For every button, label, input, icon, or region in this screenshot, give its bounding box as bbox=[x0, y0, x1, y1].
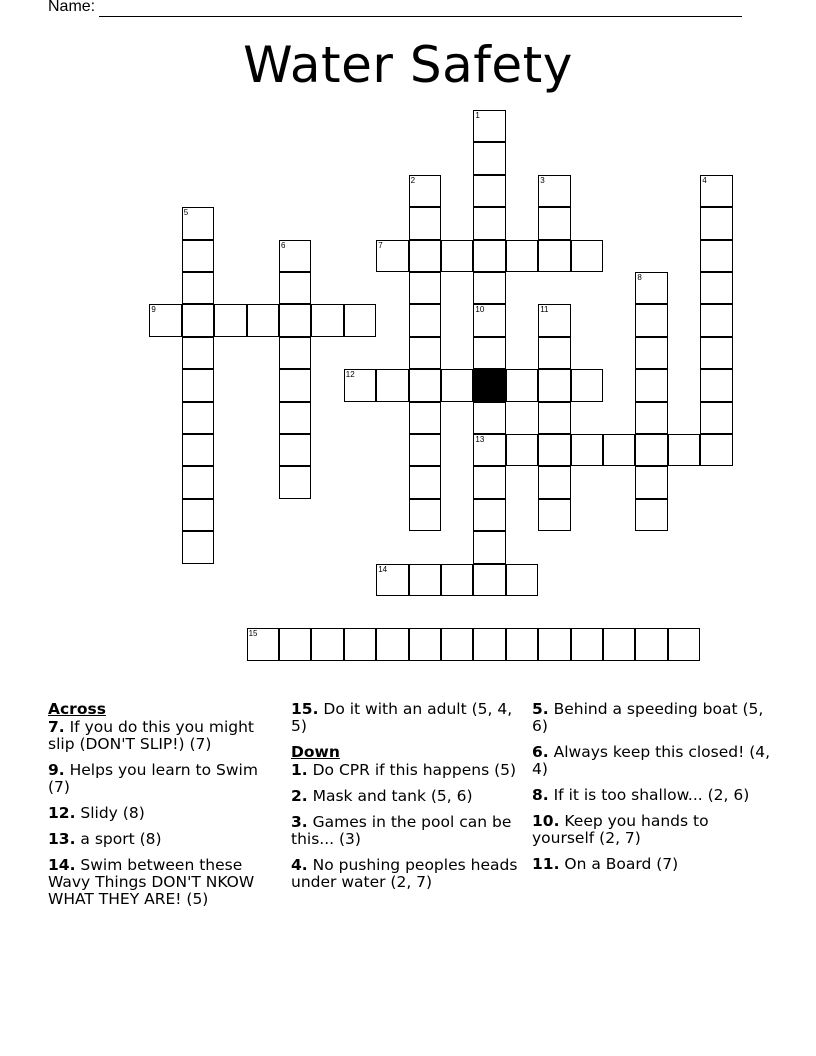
grid-cell[interactable] bbox=[279, 434, 311, 466]
grid-cell[interactable] bbox=[441, 564, 473, 596]
grid-cell[interactable] bbox=[538, 337, 570, 369]
grid-cell[interactable] bbox=[214, 304, 246, 336]
clue-number: 15 bbox=[248, 629, 258, 639]
grid-cell[interactable] bbox=[473, 531, 505, 563]
grid-cell[interactable] bbox=[603, 434, 635, 466]
clue-item-number: 13. bbox=[48, 830, 76, 848]
clue-item: 5. Behind a speeding boat (5, 6) bbox=[532, 700, 764, 735]
black-cell bbox=[473, 369, 505, 401]
grid-cell[interactable] bbox=[247, 304, 279, 336]
grid-cell[interactable] bbox=[635, 434, 667, 466]
grid-cell[interactable] bbox=[409, 240, 441, 272]
clue-item: 14. Swim between these Wavy Things DON'T NKOW WHAT THEY ARE! (5) bbox=[48, 856, 255, 908]
clue-number: 4 bbox=[702, 175, 707, 185]
clue-item-number: 10. bbox=[532, 812, 560, 830]
grid-cell[interactable] bbox=[473, 434, 505, 466]
clue-item-number: 3. bbox=[291, 813, 308, 831]
clue-number: 7 bbox=[378, 240, 383, 250]
clue-item: 8. If it is too shallow... (2, 6) bbox=[532, 786, 750, 804]
grid-cell[interactable] bbox=[538, 304, 570, 336]
clue-item-number: 8. bbox=[532, 786, 549, 804]
grid-cell[interactable] bbox=[538, 175, 570, 207]
grid-cell[interactable] bbox=[700, 434, 732, 466]
grid-cell[interactable] bbox=[571, 628, 603, 660]
grid-cell[interactable] bbox=[247, 628, 279, 660]
grid-cell[interactable] bbox=[700, 402, 732, 434]
grid-cell[interactable] bbox=[279, 304, 311, 336]
grid-cell[interactable] bbox=[473, 337, 505, 369]
clue-section-header: Down bbox=[291, 743, 340, 761]
grid-cell[interactable] bbox=[700, 240, 732, 272]
grid-cell[interactable] bbox=[473, 175, 505, 207]
grid-cell[interactable] bbox=[376, 628, 408, 660]
clue-item-number: 7. bbox=[48, 718, 65, 736]
clue-item: 1. Do CPR if this happens (5) bbox=[291, 761, 517, 779]
grid-cell[interactable] bbox=[441, 628, 473, 660]
clue-item-number: 5. bbox=[532, 700, 549, 718]
clue-item: 3. Games in the pool can be this... (3) bbox=[291, 813, 512, 848]
grid-cell[interactable] bbox=[700, 304, 732, 336]
grid-cell[interactable] bbox=[279, 628, 311, 660]
grid-cell[interactable] bbox=[635, 304, 667, 336]
clue-item: 13. a sport (8) bbox=[48, 830, 162, 848]
clue-number: 9 bbox=[151, 305, 156, 315]
grid-cell[interactable] bbox=[473, 272, 505, 304]
grid-cell[interactable] bbox=[279, 402, 311, 434]
grid-cell[interactable] bbox=[182, 207, 214, 239]
clue-item-number: 15. bbox=[291, 700, 319, 718]
grid-cell[interactable] bbox=[344, 628, 376, 660]
grid-cell[interactable] bbox=[473, 207, 505, 239]
clue-item: 15. Do it with an adult (5, 4, 5) bbox=[291, 700, 513, 735]
grid-cell[interactable] bbox=[376, 369, 408, 401]
grid-cell[interactable] bbox=[635, 499, 667, 531]
grid-cell[interactable] bbox=[538, 369, 570, 401]
grid-cell[interactable] bbox=[506, 564, 538, 596]
clue-item-number: 14. bbox=[48, 856, 76, 874]
clue-number: 8 bbox=[637, 273, 642, 282]
grid-cell[interactable] bbox=[473, 110, 505, 142]
grid-cell[interactable] bbox=[311, 304, 343, 336]
grid-cell[interactable] bbox=[409, 434, 441, 466]
clue-column-1 bbox=[48, 701, 284, 917]
grid-cell[interactable] bbox=[182, 434, 214, 466]
clue-item: 7. If you do this you might slip (DON'T SLIP!) (7) bbox=[48, 718, 254, 753]
grid-cell[interactable] bbox=[506, 240, 538, 272]
grid-cell[interactable] bbox=[506, 369, 538, 401]
grid-cell[interactable] bbox=[182, 337, 214, 369]
grid-cell[interactable] bbox=[473, 304, 505, 336]
clue-item-number: 2. bbox=[291, 787, 308, 805]
grid-cell[interactable] bbox=[279, 369, 311, 401]
grid-cell[interactable] bbox=[182, 369, 214, 401]
clue-number: 2 bbox=[410, 175, 416, 185]
clue-item: 11. On a Board (7) bbox=[532, 855, 679, 873]
clue-number: 3 bbox=[540, 175, 545, 185]
grid-cell[interactable] bbox=[409, 272, 441, 304]
grid-cell[interactable] bbox=[635, 466, 667, 498]
page-title: Water Safety bbox=[243, 36, 573, 94]
clue-number: 5 bbox=[183, 208, 189, 218]
grid-cell[interactable] bbox=[473, 142, 505, 174]
grid-cell[interactable] bbox=[700, 369, 732, 401]
clue-item-number: 1. bbox=[291, 761, 308, 779]
grid-cell[interactable] bbox=[635, 337, 667, 369]
clue-item-number: 4. bbox=[291, 856, 308, 874]
grid-cell[interactable] bbox=[473, 628, 505, 660]
grid-cell[interactable] bbox=[538, 499, 570, 531]
clue-column-3 bbox=[532, 701, 772, 882]
grid-cell[interactable] bbox=[538, 466, 570, 498]
grid-cell[interactable] bbox=[473, 499, 505, 531]
grid-cell[interactable] bbox=[603, 628, 635, 660]
clue-number: 11 bbox=[540, 305, 549, 315]
grid-cell[interactable] bbox=[538, 240, 570, 272]
clue-number: 14 bbox=[378, 564, 388, 574]
grid-cell[interactable] bbox=[571, 369, 603, 401]
grid-cell[interactable] bbox=[506, 434, 538, 466]
grid-cell[interactable] bbox=[409, 564, 441, 596]
grid-cell[interactable] bbox=[182, 240, 214, 272]
grid-cell[interactable] bbox=[668, 434, 700, 466]
grid-cell[interactable] bbox=[344, 369, 376, 401]
clue-item: 12. Slidy (8) bbox=[48, 804, 145, 822]
clue-item-number: 9. bbox=[48, 761, 65, 779]
grid-cell[interactable] bbox=[700, 207, 732, 239]
grid-cell[interactable] bbox=[571, 434, 603, 466]
grid-cell[interactable] bbox=[668, 628, 700, 660]
grid-cell[interactable] bbox=[700, 337, 732, 369]
clue-item: 10. Keep you hands to yourself (2, 7) bbox=[532, 812, 709, 847]
grid-cell[interactable] bbox=[182, 466, 214, 498]
clue-number: 10 bbox=[475, 305, 485, 315]
grid-cell[interactable] bbox=[279, 337, 311, 369]
name-label: Name: bbox=[48, 0, 96, 15]
grid-cell[interactable] bbox=[182, 531, 214, 563]
grid-cell[interactable] bbox=[279, 466, 311, 498]
grid-cell[interactable] bbox=[441, 240, 473, 272]
grid-cell[interactable] bbox=[182, 304, 214, 336]
clue-item: 9. Helps you learn to Swim (7) bbox=[48, 761, 258, 796]
grid-cell[interactable] bbox=[441, 369, 473, 401]
grid-cell[interactable] bbox=[409, 304, 441, 336]
clue-number: 13 bbox=[475, 435, 485, 444]
clue-item: 4. No pushing peoples heads under water (2, 7) bbox=[291, 856, 518, 891]
grid-cell[interactable] bbox=[635, 628, 667, 660]
grid-cell[interactable] bbox=[279, 240, 311, 272]
clue-section-header: Across bbox=[48, 700, 106, 718]
grid-cell[interactable] bbox=[473, 402, 505, 434]
grid-cell[interactable] bbox=[376, 564, 408, 596]
grid-cell[interactable] bbox=[409, 337, 441, 369]
clue-item-number: 6. bbox=[532, 743, 549, 761]
grid-cell[interactable] bbox=[700, 175, 732, 207]
grid-cell[interactable] bbox=[376, 240, 408, 272]
clue-number: 6 bbox=[281, 240, 286, 250]
clue-item: 6. Always keep this closed! (4, 4) bbox=[532, 743, 771, 778]
grid-cell[interactable] bbox=[473, 564, 505, 596]
grid-cell[interactable] bbox=[538, 402, 570, 434]
grid-cell[interactable] bbox=[635, 369, 667, 401]
grid-cell[interactable] bbox=[473, 466, 505, 498]
grid-cell[interactable] bbox=[344, 304, 376, 336]
grid-cell[interactable] bbox=[182, 272, 214, 304]
grid-cell[interactable] bbox=[409, 402, 441, 434]
grid-cell[interactable] bbox=[149, 304, 181, 336]
grid-cell[interactable] bbox=[182, 499, 214, 531]
grid-cell[interactable] bbox=[409, 466, 441, 498]
grid-cell[interactable] bbox=[279, 272, 311, 304]
grid-cell[interactable] bbox=[635, 402, 667, 434]
clue-item-number: 12. bbox=[48, 804, 76, 822]
grid-cell[interactable] bbox=[571, 240, 603, 272]
grid-cell[interactable] bbox=[182, 402, 214, 434]
clue-number: 12 bbox=[345, 370, 355, 380]
clue-number: 1 bbox=[475, 111, 480, 120]
grid-cell[interactable] bbox=[538, 434, 570, 466]
grid-cell[interactable] bbox=[409, 499, 441, 531]
grid-cell[interactable] bbox=[700, 272, 732, 304]
grid-cell[interactable] bbox=[409, 369, 441, 401]
grid-cell[interactable] bbox=[538, 207, 570, 239]
grid-cell[interactable] bbox=[409, 175, 441, 207]
grid-cell[interactable] bbox=[473, 240, 505, 272]
clue-column-2 bbox=[291, 701, 523, 900]
grid-cell[interactable] bbox=[409, 628, 441, 660]
grid-cell[interactable] bbox=[409, 207, 441, 239]
grid-cell[interactable] bbox=[311, 628, 343, 660]
grid-cell[interactable] bbox=[538, 628, 570, 660]
clue-item-number: 11. bbox=[532, 855, 560, 873]
grid-cell[interactable] bbox=[635, 272, 667, 304]
clue-item: 2. Mask and tank (5, 6) bbox=[291, 787, 473, 805]
grid-cell[interactable] bbox=[506, 628, 538, 660]
